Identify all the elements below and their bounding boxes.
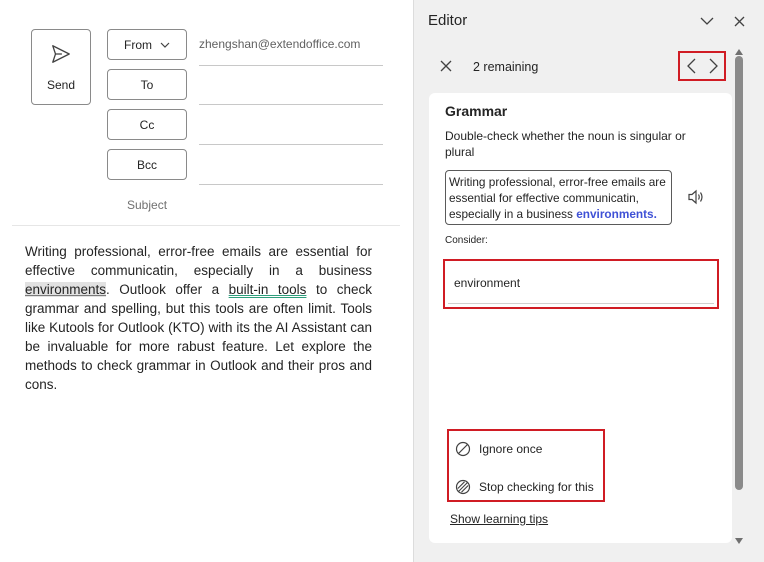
subject-input[interactable]: Subject (127, 198, 168, 212)
scroll-down-arrow[interactable] (734, 532, 744, 550)
from-button[interactable] (107, 29, 187, 60)
chevron-right-icon[interactable] (703, 54, 723, 78)
suggestion-navigation (678, 51, 726, 81)
speaker-icon[interactable] (687, 189, 705, 210)
learning-tips-link[interactable]: Show learning tips (450, 512, 549, 526)
editor-pane (413, 0, 764, 562)
message-body[interactable] (25, 242, 372, 394)
close-icon[interactable] (731, 13, 747, 29)
grammar-card (429, 93, 732, 543)
stop-checking-icon (455, 479, 471, 495)
context-highlight: environments. (576, 207, 657, 221)
ignore-once-label: Ignore once (479, 442, 543, 456)
compose-divider (12, 225, 400, 226)
cc-button[interactable] (107, 109, 187, 140)
suggestion-phrase[interactable]: built-in tools (228, 282, 307, 297)
body-text-2: . Outlook offer a (106, 282, 229, 297)
scrollbar-thumb[interactable] (735, 56, 743, 490)
body-text-3: to check grammar and spelling, but this tools are often limit. Tools like Kutools for Outlook (KTO) with its the AI Assistant can be invaluable for more rabust feature. Let explore the methods to check grammar in Outlook and their pros and cons. (25, 282, 372, 392)
chevron-left-icon[interactable] (681, 54, 701, 78)
cc-input[interactable] (199, 109, 383, 145)
to-input[interactable] (199, 69, 383, 105)
context-preview (445, 170, 672, 225)
stop-checking-label: Stop checking for this (479, 480, 594, 494)
chevron-down-icon[interactable] (698, 13, 716, 29)
suggestion-text: environment (454, 276, 521, 290)
send-label: Send (46, 77, 76, 92)
ignore-once-button[interactable] (455, 441, 542, 457)
send-icon (50, 43, 72, 78)
ignore-icon (455, 441, 471, 457)
suggestion-option[interactable] (443, 259, 719, 309)
cc-label: Cc (139, 117, 155, 132)
remaining-count: 2 remaining (473, 60, 539, 74)
stop-checking-button[interactable] (455, 479, 594, 495)
bcc-input[interactable] (199, 149, 383, 185)
card-description: Double-check whether the noun is singular or plural (445, 129, 686, 159)
from-field-underline (199, 65, 383, 66)
chevron-down-icon (160, 42, 170, 48)
close-icon[interactable] (438, 58, 454, 74)
flagged-word[interactable]: environments (25, 282, 107, 297)
ignore-actions (447, 429, 605, 502)
to-label: To (140, 77, 154, 92)
from-label: From (124, 37, 152, 52)
body-text-1: Writing professional, error-free emails are essential for effective communicatin, especially in a business (25, 244, 372, 278)
context-text: Writing professional, error-free emails are essential for effective communicatin, especially in a business (449, 175, 666, 221)
to-button[interactable] (107, 69, 187, 100)
bcc-button[interactable] (107, 149, 187, 180)
bcc-label: Bcc (136, 157, 157, 172)
send-button[interactable] (31, 29, 91, 105)
editor-title: Editor (428, 12, 468, 29)
from-address: zhengshan@extendoffice.com (199, 37, 361, 51)
consider-label: Consider: (445, 235, 488, 246)
card-heading: Grammar (445, 103, 508, 119)
